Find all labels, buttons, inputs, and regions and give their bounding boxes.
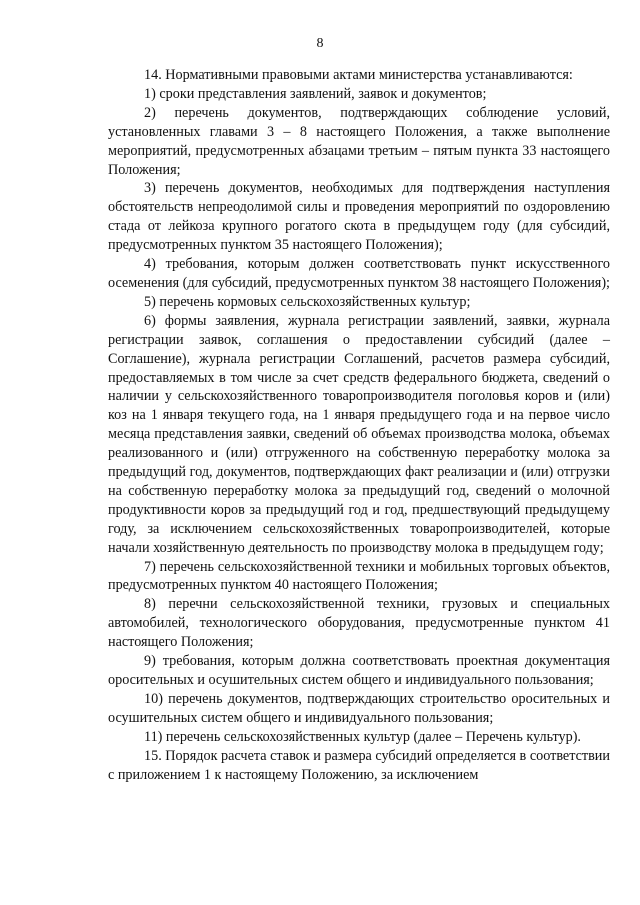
paragraph-15: 15. Порядок расчета ставок и размера субсидий определяется в соответствии с приложением 1 к настоящему Положению, за исключением [108, 747, 610, 783]
paragraph-item-9: 9) требования, которым должна соответствовать проектная документация оросительных и осушительных систем общего и индивидуального пользования; [108, 653, 610, 688]
paragraph-item-1: 1) сроки представления заявлений, заявок и документов; [144, 85, 487, 102]
paragraph-item-10: 10) перечень документов, подтверждающих строительство оросительных и осушительных систем общего и индивидуального пользования; [108, 690, 610, 726]
paragraph-item-3: 3) перечень документов, необходимых для подтверждения наступления обстоятельств непреодолимой силы и проведения мероприятий по оздоровлению стада от лейкоза крупного рогатого скота в предыдущем году (для субсидий, предусмотренных пунктом 35 настоящего Положения); [108, 180, 610, 254]
paragraph-item-2: 2) перечень документов, подтверждающих соблюдение условий, установленных главами 3 – 8 настоящего Положения, а также выполнение мероприятий, предусмотренных абзацами третьим – пятым пункта 33 настоящего Положения; [108, 104, 610, 178]
paragraph-item-8: 8) перечни сельскохозяйственной техники, грузовых и специальных автомобилей, технологического оборудования, предусмотренные пунктом 41 настоящего Положения; [108, 596, 610, 651]
document-body [108, 66, 610, 784]
paragraph-item-4: 4) требования, которым должен соответствовать пункт искусственного осеменения (для субсидий, предусмотренных пунктом 38 настоящего Положения); [108, 256, 610, 291]
paragraph-14-intro: 14. Нормативными правовыми актами министерства устанавливаются: [144, 67, 573, 83]
paragraph-item-7: 7) перечень сельскохозяйственной техники и мобильных торговых объектов, предусмотренных пунктом 40 настоящего Положения; [108, 558, 610, 594]
paragraph-item-5: 5) перечень кормовых сельскохозяйственных культур; [144, 293, 471, 310]
page-number: 8 [316, 36, 324, 51]
paragraph-item-6: 6) формы заявления, журнала регистрации заявлений, заявки, журнала регистрации заявок, соглашения о предоставлении субсидий (далее – Соглашение), журнала регистрации Соглашений, расчетов размера субсидий, предоставляемых в том числе за счет средств федерального бюджета, сведений о наличии у сельскохозяйственного товаропроизводителя поголовья коров и (или) коз на 1 января текущего года, на 1 января предыдущего года и на первое число месяца представления заявки, сведений об объемах производства молока, объемах реализованного и (или) отгруженного на собственную переработку молока за предыдущий год, документов, подтверждающих факт реализации и (или) отгрузки на собственную переработку молока за предыдущий год, сведений о молочной продуктивности коров за предыдущий год и год, предшествующий предыдущему году, за исключением сельскохозяйственных товаропроизводителей, которые начали хозяйственную деятельность по производству молока в предыдущем году; [108, 312, 610, 556]
paragraph-item-11: 11) перечень сельскохозяйственных культур (далее – Перечень культур). [144, 728, 581, 745]
